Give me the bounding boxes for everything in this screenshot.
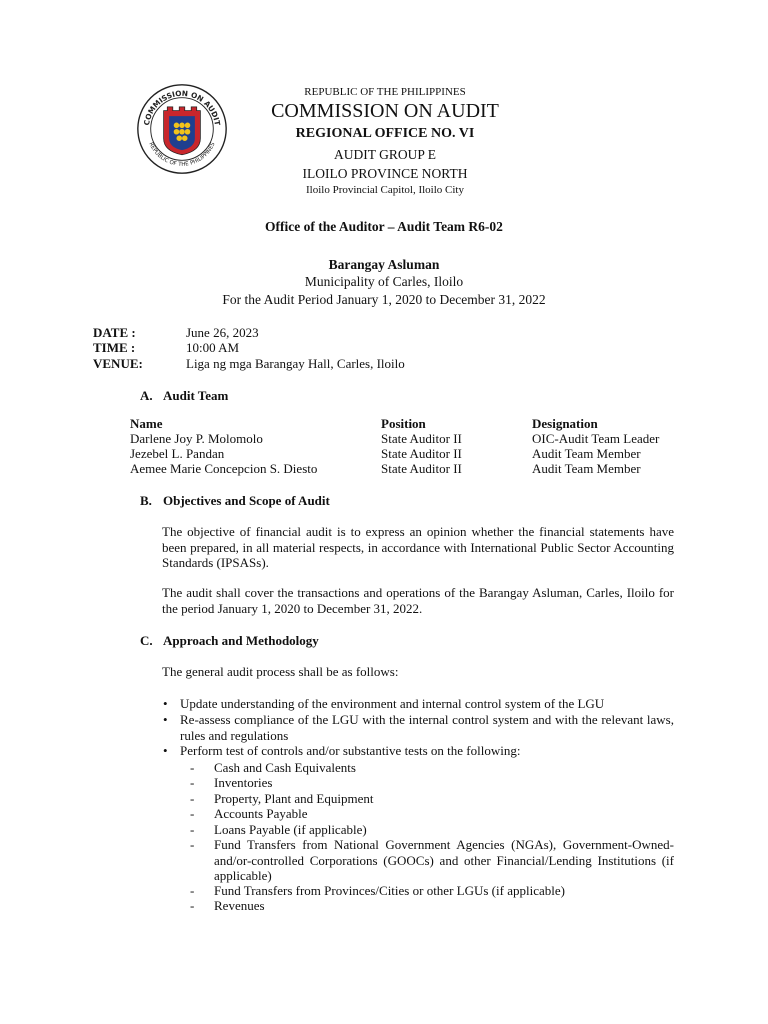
audit-area-item: Fund Transfers from National Government Agencies (NGAs), Government-Owned-and/or-controlled Corporations (GOOCs) and other Financial/Lending Institutions (if applicable)	[214, 837, 674, 883]
auditee-name: Barangay Asluman	[328, 257, 440, 272]
header-agency: COMMISSION ON AUDIT	[271, 100, 499, 122]
team-row-position: State Auditor II	[381, 431, 462, 446]
dash-marker: -	[190, 806, 195, 821]
objective-paragraph: The objective of financial audit is to express an opinion whether the financial statements have been prepared, in all material respects, in accordance with International Public Sector Accounting Standards (IPSASs).	[162, 524, 674, 570]
team-header-name: Name	[130, 416, 163, 431]
section-b-title: Objectives and Scope of Audit	[163, 493, 330, 508]
team-row-designation: Audit Team Member	[532, 446, 641, 461]
svg-text:REPUBLIC OF THE PHILIPPINES: REPUBLIC OF THE PHILIPPINES	[147, 141, 217, 168]
audit-area-item: Accounts Payable	[214, 806, 308, 821]
process-bullet: Perform test of controls and/or substantive tests on the following:	[180, 743, 521, 758]
dash-marker: -	[190, 791, 195, 806]
audit-area-item: Property, Plant and Equipment	[214, 791, 374, 806]
audit-area-item: Inventories	[214, 775, 273, 790]
audit-area-item: Loans Payable (if applicable)	[214, 822, 367, 837]
header-republic: REPUBLIC OF THE PHILIPPINES	[304, 86, 466, 98]
dash-marker: -	[190, 837, 195, 852]
section-b-letter: B.	[140, 493, 152, 508]
team-row-name: Aemee Marie Concepcion S. Diesto	[130, 461, 318, 476]
bullet-marker: •	[163, 696, 168, 711]
team-header-designation: Designation	[532, 416, 598, 431]
bullet-marker: •	[163, 743, 168, 758]
section-c-title: Approach and Methodology	[163, 633, 319, 648]
team-row-position: State Auditor II	[381, 446, 462, 461]
section-c-letter: C.	[140, 633, 153, 648]
scope-paragraph: The audit shall cover the transactions and operations of the Barangay Asluman, Carles, Iloilo for the period January 1, 2020 to December 31, 2022.	[162, 585, 674, 616]
process-intro: The general audit process shall be as follows:	[162, 664, 399, 679]
dash-marker: -	[190, 760, 195, 775]
team-row-designation: Audit Team Member	[532, 461, 641, 476]
office-title: Office of the Auditor – Audit Team R6-02	[265, 219, 503, 234]
header-audit-group: AUDIT GROUP E	[333, 147, 436, 162]
team-row-position: State Auditor II	[381, 461, 462, 476]
venue-label: VENUE:	[93, 356, 143, 371]
dash-marker: -	[190, 775, 195, 790]
section-a-title: Audit Team	[163, 388, 229, 403]
time-label: TIME :	[93, 340, 136, 355]
process-bullet: Update understanding of the environment and internal control system of the LGU	[180, 696, 605, 711]
team-header-position: Position	[381, 416, 426, 431]
dash-marker: -	[190, 898, 195, 913]
team-row-name: Darlene Joy P. Molomolo	[130, 431, 263, 446]
header-regional-office: REGIONAL OFFICE NO. VI	[295, 126, 475, 141]
bullet-marker: •	[163, 712, 168, 727]
process-bullet: Re-assess compliance of the LGU with the internal control system and with the relevant laws, rules and regulations	[180, 712, 674, 743]
team-row-name: Jezebel L. Pandan	[130, 446, 225, 461]
date-label: DATE :	[93, 325, 136, 340]
dash-marker: -	[190, 822, 195, 837]
venue-value: Liga ng mga Barangay Hall, Carles, Iloilo	[186, 356, 405, 371]
header-province: ILOILO PROVINCE NORTH	[302, 166, 468, 181]
audit-area-item: Cash and Cash Equivalents	[214, 760, 356, 775]
header-address: Iloilo Provincial Capitol, Iloilo City	[306, 184, 464, 196]
date-value: June 26, 2023	[186, 325, 259, 340]
team-row-designation: OIC-Audit Team Leader	[532, 431, 660, 446]
audit-period: For the Audit Period January 1, 2020 to December 31, 2022	[222, 292, 546, 307]
dash-marker: -	[190, 883, 195, 898]
time-value: 10:00 AM	[186, 340, 240, 355]
audit-area-item: Revenues	[214, 898, 265, 913]
audit-area-item: Fund Transfers from Provinces/Cities or other LGUs (if applicable)	[214, 883, 565, 898]
auditee-municipality: Municipality of Carles, Iloilo	[304, 274, 464, 289]
svg-text:COMMISSION ON AUDIT: COMMISSION ON AUDIT	[142, 88, 222, 127]
section-a-letter: A.	[140, 388, 153, 403]
